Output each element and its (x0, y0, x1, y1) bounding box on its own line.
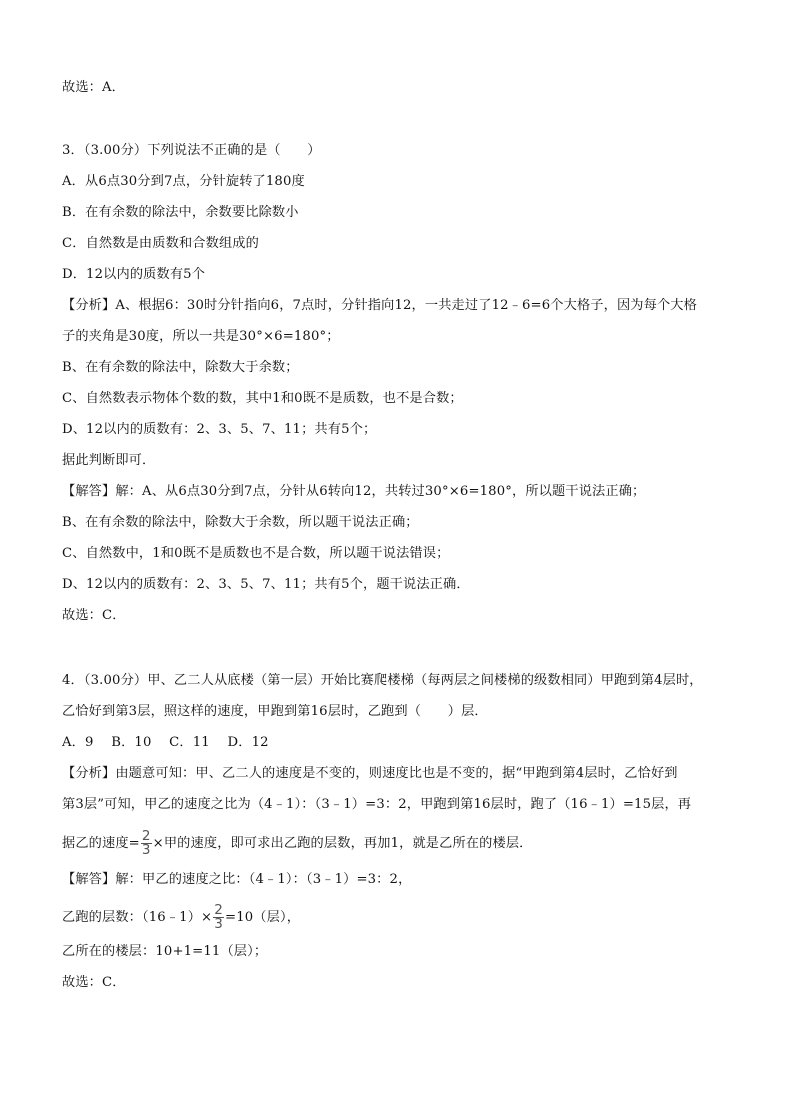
question-3-solution-line-2: B、在有余数的除法中，除数大于余数，所以题干说法正确； (62, 515, 419, 530)
question-3-option-c: C．自然数是由质数和合数组成的 (62, 236, 259, 251)
fraction-numerator: 2 (214, 902, 224, 918)
fraction-denominator: 3 (141, 842, 151, 858)
question-3-option-d: D．12以内的质数有5个 (62, 267, 206, 282)
question-3-analysis-line-3: B、在有余数的除法中，除数大于余数； (62, 360, 299, 375)
question-3-solution-line-1: 【解答】解：A、从6点30分到7点，分针从6转向12，共转过30°×6=180°，所以题干说法正确； (62, 484, 646, 499)
question-3-analysis-line-4: C、自然数表示物体个数的数，其中1和0既不是质数，也不是合数； (62, 391, 463, 406)
question-3-analysis-line-2: 子的夹角是30度，所以一共是30°×6=180°； (62, 329, 340, 344)
question-3-analysis-line-6: 据此判断即可． (62, 453, 156, 468)
question-3-option-b: B．在有余数的除法中，余数要比除数小 (62, 205, 299, 220)
question-3-stem: 3．（3.00分）下列说法不正确的是（ ） (62, 143, 321, 158)
analysis-text-before-fraction: 据乙的速度= (62, 836, 140, 851)
question-4-analysis-line-1: 【分析】由题意可知：甲、乙二人的速度是不变的，则速度比也是不变的，据“甲跑到第4层时，乙恰好到 (62, 766, 678, 781)
question-4-analysis-line-3 (62, 830, 533, 857)
question-3-analysis-line-1: 【分析】A、根据6：30时分针指向6，7点时，分针指向12，一共走过了12﹣6=6个大格子，因为每个大格 (62, 298, 697, 313)
question-3-solution-line-3: C、自然数中，1和0既不是质数也不是合数，所以题干说法错误； (62, 546, 450, 561)
question-4-stem-line-2: 乙恰好到第3层，照这样的速度，甲跑到第16层时，乙跑到（ ）层． (62, 704, 488, 719)
solution-text-after-fraction: =10（层）， (225, 910, 301, 925)
solution-text-before-fraction: 乙跑的层数：（16﹣1）× (62, 910, 213, 925)
question-4-stem-line-1: 4．（3.00分）甲、乙二人从底楼（第一层）开始比赛爬楼梯（每两层之间楼梯的级数相同）甲跑到第4层时， (62, 673, 703, 688)
question-4-solution-line-1: 【解答】解：甲乙的速度之比：（4﹣1）：（3﹣1）=3：2， (62, 872, 412, 887)
answer-choice-line: 故选：A． (62, 80, 126, 95)
question-4-analysis-line-2: 第3层”可知，甲乙的速度之比为（4﹣1）：（3﹣1）=3：2，甲跑到第16层时，跑了（16﹣1）=15层，再 (62, 797, 692, 812)
question-3-option-a: A．从6点30分到7点，分针旋转了180度 (62, 174, 305, 189)
question-3-analysis-line-5: D、12以内的质数有：2、3、5、7、11；共有5个； (62, 422, 377, 437)
fraction-numerator: 2 (141, 828, 151, 844)
fraction-denominator: 3 (214, 916, 224, 932)
fraction-two-thirds (141, 830, 152, 857)
fraction-two-thirds (213, 904, 224, 931)
question-4-solution-line-3: 乙所在的楼层：10+1=11（层）； (62, 944, 268, 959)
question-4-answer: 故选：C． (62, 975, 126, 990)
question-3-solution-line-4: D、12以内的质数有：2、3、5、7、11；共有5个，题干说法正确． (62, 577, 470, 592)
analysis-text-after-fraction: ×甲的速度，即可求出乙跑的层数，再加1，就是乙所在的楼层． (152, 836, 533, 851)
question-4-solution-line-2 (62, 904, 300, 931)
question-4-options: A．9 B．10 C．11 D．12 (62, 735, 269, 750)
question-3-answer: 故选：C． (62, 608, 126, 623)
